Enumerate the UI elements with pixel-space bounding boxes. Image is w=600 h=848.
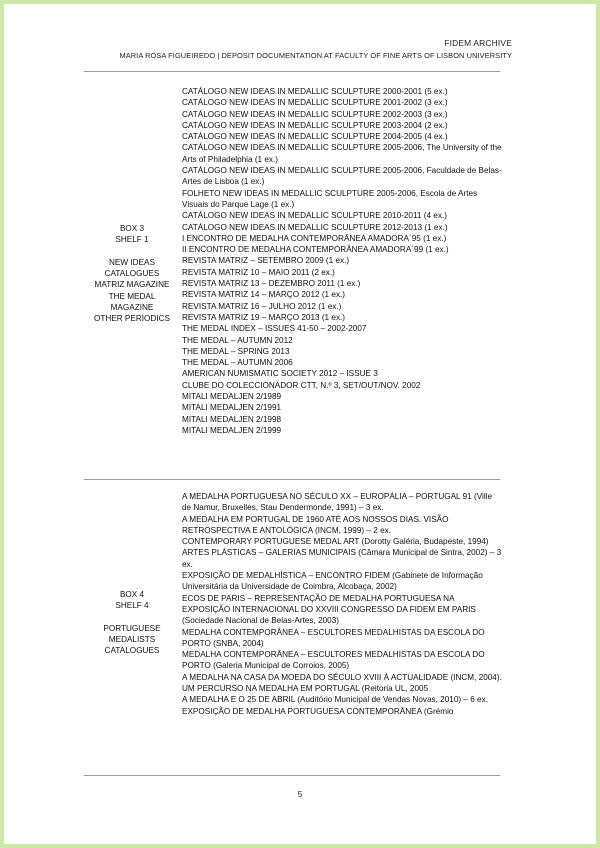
list-item: MITALI MEDALJEN 2/1998 (182, 414, 282, 424)
list-item: CATÁLOGO NEW IDEAS IN MEDALLIC SCULPTURE 2005-2006, The University of the Arts of Philadelphia (1 ex.) (182, 143, 502, 164)
list-item: THE MEDAL INDEX – ISSUES 41-50 – 2002-2007 (182, 324, 367, 334)
list-item: MITALI MEDALJEN 2/1989 (182, 392, 282, 402)
entries-list (182, 86, 502, 436)
list-item: CATÁLOGO NEW IDEAS IN MEDALLIC SCULPTURE 2002-2003 (3 ex.) (182, 109, 448, 119)
list-item: EXPOSIÇÃO DE MEDALHÍSTICA – ENCONTRO FIDEM (Gabinete de Informação Universitária da Universidade de Coimbra, Alcobaça, 2002) (182, 571, 483, 592)
section-divider (84, 71, 500, 72)
label-line: MEDALISTS (108, 635, 156, 645)
label-line: OTHER PERIODICS (94, 314, 170, 324)
list-item: UM PERCURSO NA MEDALHA EM PORTUGAL (Reitoria UL, 2005 (182, 684, 429, 694)
section-label (84, 589, 180, 657)
list-item: ECOS DE PARIS – REPRESENTAÇÃO DE MEDALHA PORTUGUESA NA EXPOSIÇÃO INTERNACIONAL DO XXVIII CONGRESSO DA FIDEM EM PARIS (Sociedade Nacional de Belas-Artes, 2003) (182, 593, 476, 626)
list-item: I ENCONTRO DE MEDALHA CONTEMPORÂNEA AMADORA`95 (1 ex.) (182, 233, 447, 243)
label-line: THE MEDAL (108, 291, 156, 301)
header-title: FIDEM ARCHIVE (444, 38, 512, 48)
list-item: AMERICAN NUMISMATIC SOCIETY 2012 – ISSUE 3 (182, 369, 378, 379)
list-item: THE MEDAL – SPRING 2013 (182, 346, 290, 356)
list-item: REVISTA MATRIZ 10 – MAIO 2011 (2 ex.) (182, 267, 335, 277)
list-item: II ENCONTRO DE MEDALHA CONTEMPORÂNEA AMADORA`99 (1 ex.) (182, 245, 449, 255)
label-line: SHELF 1 (115, 235, 149, 245)
label-line: MATRIZ MAGAZINE (94, 280, 170, 290)
list-item: A MEDALHA E O 25 DE ABRIL (Auditório Municipal de Vendas Novas, 2010) – 6 ex. (182, 695, 488, 705)
list-item: ARTES PLÁSTICAS – GALERIAS MUNICIPAIS (Câmara Municipal de Sintra, 2002) – 3 ex. (182, 548, 502, 569)
label-line: SHELF 4 (115, 601, 149, 611)
label-line: MAGAZINE (110, 303, 154, 313)
section-label (84, 223, 180, 325)
list-item: CATÁLOGO NEW IDEAS IN MEDALLIC SCULPTURE 2000-2001 (5 ex.) (182, 87, 448, 96)
page-number: 5 (297, 790, 303, 799)
label-line: CATALOGUES (104, 269, 160, 279)
list-item: A MEDALHA NA CASA DA MOEDA DO SÉCULO XVIII À ACTUALIDADE (INCM, 2004). (182, 672, 502, 682)
list-item: CATÁLOGO NEW IDEAS IN MEDALLIC SCULPTURE 2003-2004 (2 ex.) (182, 120, 448, 130)
list-item: REVISTA MATRIZ 13 – DEZEMBRO 2011 (1 ex.) (182, 279, 361, 289)
list-item: FOLHETO NEW IDEAS IN MEDALLIC SCULPTURE 2005-2006, Escola de Artes Visuais do Parque Lage (1 ex.) (182, 188, 478, 209)
list-item: CATÁLOGO NEW IDEAS IN MEDALLIC SCULPTURE 2010-2011 (4 ex.) (182, 211, 447, 221)
list-item: A MEDALHA PORTUGUESA NO SÉCULO XX – EUROPÁLIA – PORTUGAL 91 (Ville de Namur, Bruxelles, Stau Dendermonde, 1991) – 3 ex. (182, 492, 493, 513)
list-item: MITALI MEDALJEN 2/1991 (182, 403, 282, 413)
section-divider (84, 479, 500, 480)
label-line: BOX 3 (119, 224, 145, 233)
list-item: CATÁLOGO NEW IDEAS IN MEDALLIC SCULPTURE 2004-2005 (4 ex.) (182, 132, 448, 142)
list-item: A MEDALHA EM PORTUGAL DE 1960 ATÉ AOS NOSSOS DIAS. VISÃO RETROSPECTIVA E ANTOLÓGICA (INCM, 1999) – 2 ex. (182, 514, 449, 535)
list-item: CONTEMPORARY PORTUGUESE MEDAL ART (Dorotty Galéria, Budapeste, 1994) (182, 537, 489, 547)
list-item: MEDALHA CONTEMPORÂNEA – ESCULTORES MEDALHISTAS DA ESCOLA DO PORTO (SNBA, 2004) (182, 627, 485, 648)
list-item: CATÁLOGO NEW IDEAS IN MEDALLIC SCULPTURE 2005-2006, Faculdade de Belas-Artes de Lisboa (1 ex.) (182, 166, 502, 187)
list-item: THE MEDAL – AUTUMN 2012 (182, 335, 293, 345)
list-item: REVISTA MATRIZ 16 – JULHO 2012 (1 ex.) (182, 301, 342, 311)
label-line: CATALOGUES (104, 646, 160, 656)
list-item: REVISTA MATRIZ – SETEMBRO 2009 (1 ex.) (182, 256, 350, 266)
label-line: NEW IDEAS (109, 257, 155, 267)
section-box-4 (84, 491, 500, 771)
document-page (4, 4, 596, 844)
section-divider (84, 775, 500, 776)
section-box-3 (84, 86, 500, 476)
list-item: EXPOSIÇÃO DE MEDALHA PORTUGUESA CONTEMPORÂNEA (Grémio (182, 706, 454, 716)
list-item: CATÁLOGO NEW IDEAS IN MEDALLIC SCULPTURE 2001-2002 (3 ex.) (182, 98, 448, 108)
list-item: CATÁLOGO NEW IDEAS IN MEDALLIC SCULPTURE 2012-2013 (1 ex.) (182, 222, 448, 232)
list-item: MITALI MEDALJEN 2/1999 (182, 425, 282, 435)
label-line: PORTUGUESE (103, 623, 161, 633)
entries-list (182, 491, 502, 717)
list-item: MEDALHA CONTEMPORÂNEA – ESCULTORES MEDALHISTAS DA ESCOLA DO PORTO (Galeria Municipal de Corroios, 2005) (182, 650, 485, 671)
list-item: THE MEDAL – AUTUMN 2006 (182, 358, 293, 368)
list-item: REVISTA MATRIZ 19 – MARÇO 2013 (1 ex.) (182, 312, 346, 322)
header-subtitle: MARIA ROSA FIGUEIREDO | DEPOSIT DOCUMENTATION AT FACULTY OF FINE ARTS OF LISBON UNIVERSITY (119, 51, 512, 60)
list-item: CLUBE DO COLECCIONADOR CTT, N.º 3, SET/OUT/NOV. 2002 (182, 380, 421, 390)
label-line: BOX 4 (119, 590, 145, 599)
list-item: REVISTA MATRIZ 14 – MARÇO 2012 (1 ex.) (182, 290, 346, 300)
